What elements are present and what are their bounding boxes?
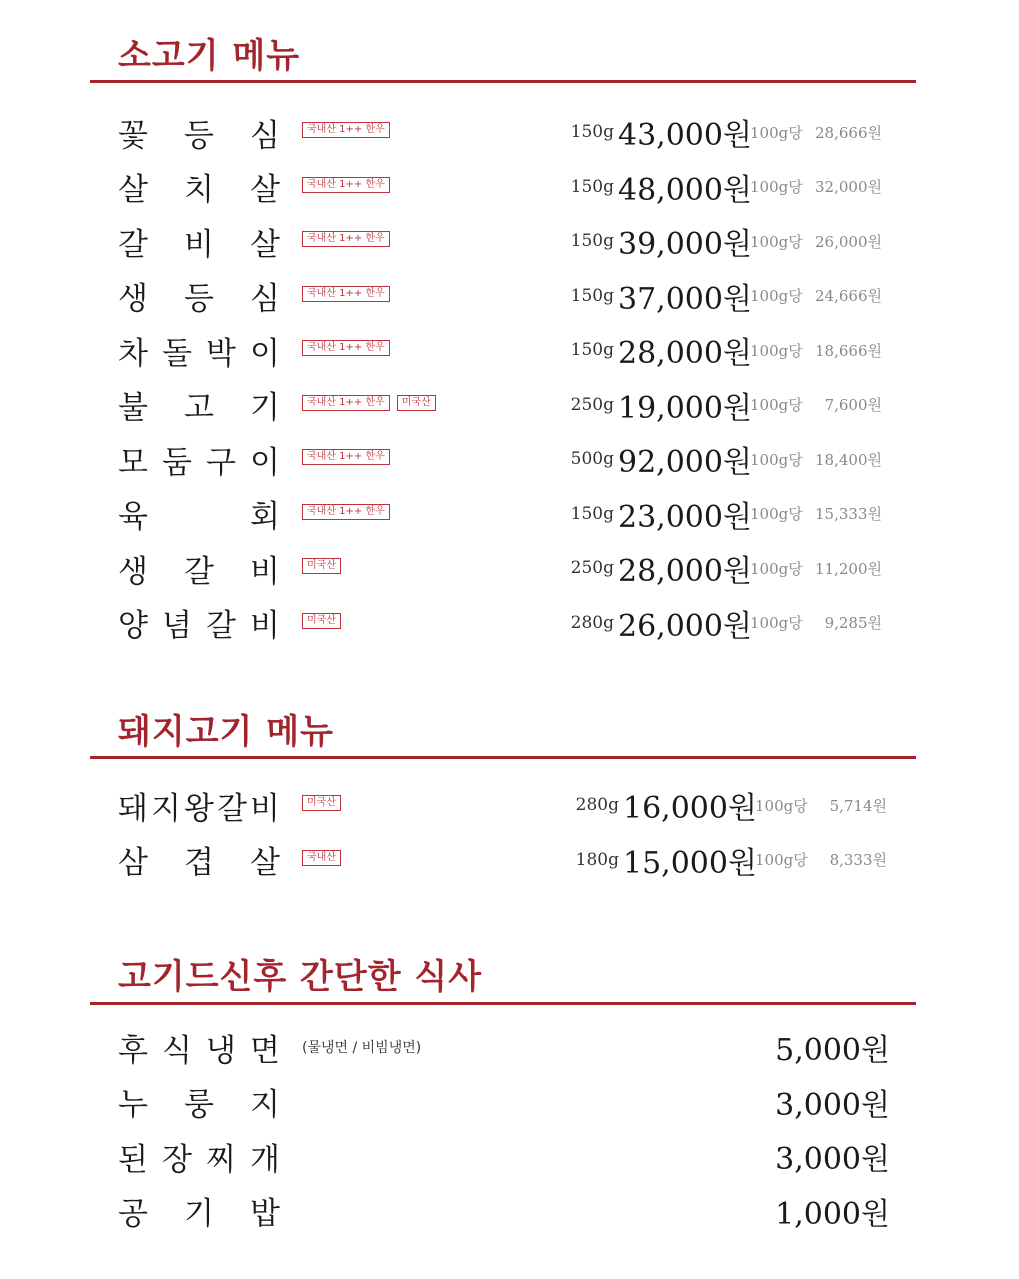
menu-item-row [0, 1020, 1019, 1074]
unit-price-label: 100g당 [750, 341, 803, 360]
portion-weight: 150g [570, 340, 614, 360]
menu-item-name-char: 밥 [250, 1196, 280, 1232]
unit-price-label: 100g당 [750, 614, 803, 632]
price-block [566, 541, 882, 595]
menu-item-name-char: 지 [250, 1087, 280, 1123]
unit-price-label: 100g당 [750, 178, 803, 196]
price-block [566, 105, 882, 159]
menu-item-name-char: 갈 [184, 553, 214, 590]
menu-price: 28,000원 [618, 554, 752, 589]
origin-badges [302, 231, 390, 247]
menu-item-name-char: 장 [162, 1141, 192, 1178]
menu-item-name-char: 살 [250, 226, 280, 263]
origin-badge: 미국산 [302, 795, 341, 811]
menu-item-name-char: 회 [250, 499, 280, 535]
menu-item-name-char: 식 [162, 1032, 192, 1069]
origin-badge: 국내산 1++ 한우 [302, 231, 390, 247]
menu-price: 48,000원 [618, 172, 752, 208]
menu-item-name-char: 후 [118, 1032, 148, 1069]
menu-item-row [0, 487, 1019, 541]
pork-section-divider [90, 756, 916, 759]
menu-item-name-char: 비 [184, 226, 214, 263]
menu-item-name-char: 고 [184, 390, 214, 426]
menu-price: 19,000원 [618, 390, 752, 426]
menu-price: 15,000원 [623, 845, 757, 881]
unit-price-value: 24,666원 [815, 287, 882, 305]
menu-item-name-char: 돼 [118, 790, 148, 827]
menu-item-name [118, 378, 280, 432]
menu-item-row [0, 378, 1019, 432]
origin-badge: 국내산 [302, 850, 341, 866]
unit-price-label: 100g당 [750, 559, 803, 578]
menu-item-name [118, 1184, 280, 1238]
menu-item-name-char: 삼 [118, 845, 148, 881]
origin-badges [302, 613, 341, 629]
menu-price: 43,000원 [618, 118, 752, 153]
unit-price-value: 5,714원 [829, 796, 887, 815]
price-block [566, 160, 882, 214]
menu-item-name [118, 323, 280, 377]
price-block [566, 269, 882, 323]
unit-price-value: 7,600원 [824, 396, 882, 414]
menu-item-name-char: 이 [250, 335, 280, 372]
portion-weight: 500g [570, 449, 614, 469]
meal-section-divider [90, 1002, 916, 1005]
menu-price: 28,000원 [618, 336, 752, 371]
menu-item-name [118, 1075, 280, 1129]
menu-item-name-char: 념 [162, 608, 192, 644]
menu-item-name-char: 등 [184, 281, 214, 317]
unit-price-label: 100g당 [750, 287, 803, 305]
origin-badges [302, 558, 341, 574]
unit-price-value: 8,333원 [829, 851, 887, 869]
unit-price-value: 11,200원 [815, 559, 882, 578]
menu-item-name-char: 생 [118, 281, 148, 317]
origin-badge: 미국산 [302, 613, 341, 629]
menu-item-name-char: 갈 [206, 608, 236, 644]
menu-item-row [0, 105, 1019, 159]
menu-item-name-char: 비 [250, 553, 280, 590]
menu-item-name-char: 비 [250, 790, 280, 827]
menu-item-row [0, 160, 1019, 214]
menu-item-name-char: 등 [184, 117, 214, 154]
pork-section-title: 돼지고기 메뉴 [118, 712, 334, 752]
unit-price-value: 15,333원 [815, 505, 882, 523]
origin-badges [302, 850, 341, 866]
menu-item-name-char: 냉 [206, 1032, 236, 1069]
menu-item-name [118, 160, 280, 214]
portion-weight: 150g [570, 176, 614, 197]
menu-item-note: (물냉면 / 비빔냉면) [302, 1040, 422, 1056]
menu-item-row [0, 1075, 1019, 1129]
origin-badges [302, 286, 390, 302]
origin-badge: 국내산 1++ 한우 [302, 122, 390, 138]
menu-item-row [0, 833, 1019, 887]
menu-item-name-char: 이 [250, 444, 280, 481]
menu-item-name-char: 면 [250, 1032, 280, 1069]
menu-item-name-char: 살 [118, 172, 148, 208]
origin-badges [302, 449, 390, 465]
menu-item-name [118, 833, 280, 887]
menu-price: 3,000원 [775, 1087, 890, 1123]
menu-item-name-char: 살 [250, 172, 280, 208]
menu-item-name-char: 육 [118, 499, 148, 535]
portion-weight: 280g [570, 612, 614, 633]
menu-item-name-char: 모 [118, 444, 148, 481]
portion-weight: 180g [575, 849, 619, 870]
unit-price-label: 100g당 [750, 123, 803, 142]
unit-price-value: 18,400원 [815, 450, 882, 469]
menu-item-name-char: 심 [250, 281, 280, 317]
unit-price-label: 100g당 [750, 396, 803, 414]
origin-badge: 국내산 1++ 한우 [302, 395, 390, 411]
menu-item-name-char: 누 [118, 1087, 148, 1123]
origin-badge: 국내산 1++ 한우 [302, 504, 390, 520]
unit-price-label: 100g당 [750, 450, 803, 469]
menu-item-name-char: 갈 [217, 790, 247, 827]
price-block [571, 833, 887, 887]
menu-item-name [118, 487, 280, 541]
menu-item-row [0, 1129, 1019, 1183]
price-block [566, 487, 882, 541]
origin-badge: 국내산 1++ 한우 [302, 177, 390, 193]
portion-weight: 150g [570, 231, 614, 251]
menu-item-name [118, 432, 280, 486]
price-block [571, 778, 887, 832]
menu-price: 39,000원 [618, 227, 752, 262]
origin-badges [302, 177, 390, 193]
origin-badge: 국내산 1++ 한우 [302, 286, 390, 302]
menu-item-name-char: 살 [250, 845, 280, 881]
menu-item-name-char: 지 [151, 790, 181, 827]
unit-price-value: 26,000원 [815, 232, 882, 251]
menu-item-name-char: 갈 [118, 226, 148, 263]
menu-price: 1,000원 [775, 1196, 890, 1232]
menu-item-name-char: 생 [118, 553, 148, 590]
unit-price-value: 32,000원 [815, 178, 882, 196]
menu-item-row [0, 1184, 1019, 1238]
menu-item-name-char: 왕 [184, 790, 214, 827]
portion-weight: 250g [570, 558, 614, 578]
menu-price: 3,000원 [775, 1142, 890, 1177]
menu-item-name-char: 양 [118, 608, 148, 644]
menu-item-row [0, 541, 1019, 595]
meal-section-title: 고기드신후 간단한 식사 [118, 957, 483, 997]
menu-item-name-char: 둠 [162, 444, 192, 481]
origin-badges [302, 795, 341, 811]
menu-price: 23,000원 [618, 499, 752, 535]
menu-price: 92,000원 [618, 445, 752, 480]
unit-price-value: 9,285원 [824, 614, 882, 632]
menu-item-name-char: 차 [118, 335, 148, 372]
menu-item-name [118, 269, 280, 323]
menu-item-name-char: 박 [206, 335, 236, 372]
origin-badges [302, 504, 390, 520]
origin-badge: 국내산 1++ 한우 [302, 340, 390, 356]
unit-price-label: 100g당 [755, 796, 808, 815]
menu-item-name-char: 된 [118, 1141, 148, 1178]
menu-item-row [0, 778, 1019, 832]
price-block [566, 323, 882, 377]
menu-item-name-char: 기 [184, 1196, 214, 1232]
beef-section-title: 소고기 메뉴 [118, 36, 301, 76]
menu-item-name [118, 214, 280, 268]
menu-item-name-char: 불 [118, 390, 148, 426]
price-block [566, 432, 882, 486]
menu-item-name [118, 105, 280, 159]
menu-price: 37,000원 [618, 281, 752, 317]
price-block [566, 378, 882, 432]
portion-weight: 150g [570, 285, 614, 306]
unit-price-label: 100g당 [750, 505, 803, 523]
beef-section-divider [90, 80, 916, 83]
menu-item-name-char: 꽃 [118, 117, 148, 154]
menu-item-row [0, 214, 1019, 268]
menu-item-name-char: 심 [250, 117, 280, 154]
menu-item-name-char: 룽 [184, 1087, 214, 1123]
menu-item-name [118, 596, 280, 650]
menu-item-row [0, 432, 1019, 486]
menu-item-name-char: 기 [250, 390, 280, 426]
menu-item-name-char: 비 [250, 608, 280, 644]
portion-weight: 150g [570, 122, 614, 142]
menu-item-name-char: 개 [250, 1141, 280, 1178]
menu-item-name-char: 공 [118, 1196, 148, 1232]
price-block [566, 214, 882, 268]
menu-item-name-char: 겹 [184, 845, 214, 881]
menu-item-name-char: 찌 [206, 1141, 236, 1178]
portion-weight: 280g [575, 795, 619, 815]
unit-price-value: 28,666원 [815, 123, 882, 142]
menu-item-row [0, 323, 1019, 377]
price-block [566, 596, 882, 650]
menu-item-name-char: 치 [184, 172, 214, 208]
unit-price-label: 100g당 [750, 232, 803, 251]
unit-price-label: 100g당 [755, 851, 808, 869]
menu-price: 26,000원 [618, 608, 752, 644]
menu-item-name [118, 778, 280, 832]
menu-item-name [118, 541, 280, 595]
menu-item-name [118, 1129, 280, 1183]
menu-price: 5,000원 [775, 1033, 890, 1068]
origin-badges [302, 122, 390, 138]
origin-badge: 미국산 [397, 395, 436, 411]
origin-badges [302, 340, 390, 356]
portion-weight: 250g [570, 394, 614, 415]
menu-price: 16,000원 [623, 791, 757, 826]
menu-item-row [0, 596, 1019, 650]
unit-price-value: 18,666원 [815, 341, 882, 360]
menu-item-row [0, 269, 1019, 323]
origin-badge: 국내산 1++ 한우 [302, 449, 390, 465]
origin-badges [302, 395, 436, 411]
portion-weight: 150g [570, 503, 614, 524]
menu-item-name [118, 1020, 280, 1074]
menu-item-name-char: 돌 [162, 335, 192, 372]
menu-item-name-char: 구 [206, 444, 236, 481]
origin-badge: 미국산 [302, 558, 341, 574]
